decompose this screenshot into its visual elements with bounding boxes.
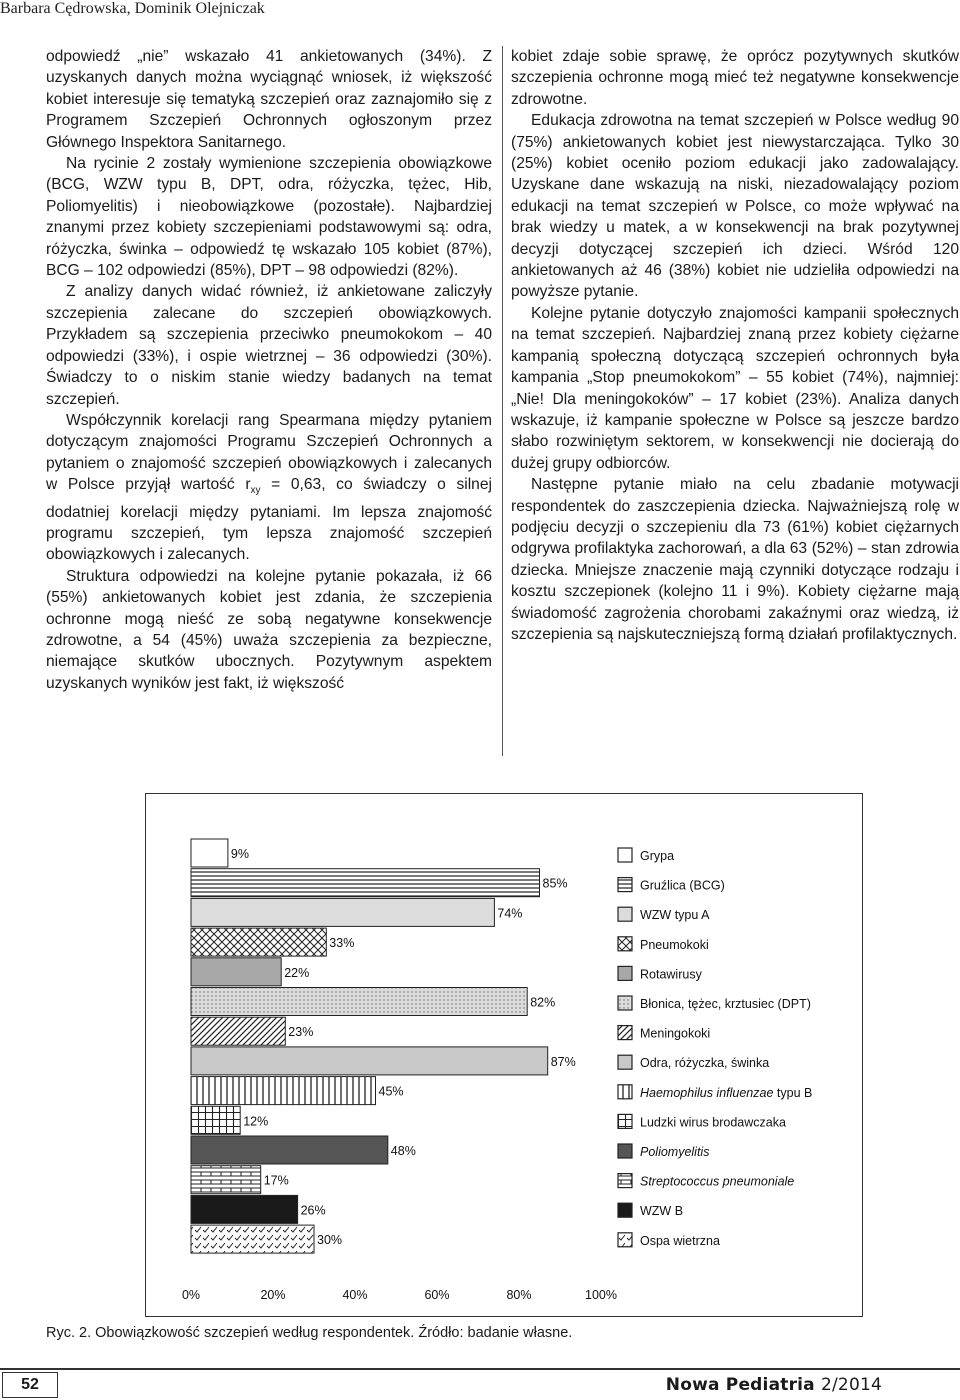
paragraph-text: = 0,63, co świadczy o silnej dodatniej korelacji między pytaniami. Im lepsza znajomość programu szczepień, tym lepsza znajomość szczepień obowiązkowych i zalecanych. <box>46 476 492 564</box>
legend-swatch <box>618 1233 632 1247</box>
legend-label <box>640 1086 812 1100</box>
legend-label-text: Pneumokoki <box>640 937 709 952</box>
x-tick-label: 20% <box>260 1288 286 1302</box>
journal-issue: 2/2014 <box>820 1375 882 1395</box>
legend-swatch <box>618 1055 632 1069</box>
legend-swatch <box>618 1026 632 1040</box>
legend-label-text: Ospa wietrzna <box>640 1233 720 1248</box>
column-divider <box>502 46 503 756</box>
bar-value-label: 22% <box>284 965 310 980</box>
figure-caption: Ryc. 2. Obowiązkowość szczepień według respondentek. Źródło: badanie własne. <box>46 1325 573 1341</box>
bars-group <box>191 839 548 1253</box>
bar-chart <box>146 794 862 1316</box>
legend-label <box>640 967 703 981</box>
paragraph-text: Współczynnik korelacji rang Spearmana między pytaniem dotyczącym znajomości Programu Szczepień Ochronnych a pytaniem o znajomość szczepień obowiązkowych i zalecanych w Polsce przyjął wartość r <box>46 411 492 494</box>
bar-value-label: 85% <box>542 876 568 891</box>
bar-value-label: 12% <box>243 1114 269 1129</box>
spearman-paragraph <box>46 410 492 566</box>
bar-value-label: 30% <box>317 1233 343 1248</box>
legend <box>618 848 812 1248</box>
footer-rule <box>0 1368 960 1370</box>
subscript: xy <box>250 485 261 497</box>
x-tick-label: 60% <box>424 1288 450 1302</box>
legend-swatch <box>618 848 632 862</box>
bar-7 <box>191 1047 548 1075</box>
bar-value-label: 33% <box>329 936 355 951</box>
bar-10 <box>191 1136 388 1164</box>
bar-value-label: 48% <box>390 1144 416 1158</box>
legend-label-text: Poliomyelitis <box>640 1145 710 1159</box>
legend-label <box>640 908 710 922</box>
legend-swatch <box>618 1114 632 1128</box>
legend-label <box>640 1115 786 1129</box>
bar-value-label: 45% <box>378 1084 404 1099</box>
legend-label <box>640 1056 769 1070</box>
bar-5 <box>191 988 527 1016</box>
legend-label-text: WZW B <box>640 1204 684 1219</box>
legend-label <box>640 1145 709 1159</box>
legend-label <box>640 879 725 893</box>
bar-0 <box>191 839 228 867</box>
journal-title: Nowa Pediatria <box>665 1375 815 1395</box>
legend-swatch <box>618 878 632 892</box>
left-column <box>46 46 492 694</box>
legend-label <box>640 1234 720 1248</box>
figure-2-chart <box>145 793 863 1317</box>
legend-label-suffix: typu B <box>773 1085 813 1100</box>
bar-value-label: 9% <box>230 847 249 861</box>
legend-label <box>640 997 811 1011</box>
bar-12 <box>191 1195 298 1223</box>
paragraph: odpowiedź „nie” wskazało 41 ankietowanych (34%). Z uzyskanych danych można wyciągnąć wniosek, iż większość kobiet interesuje się tematyką szczepień oraz zaznajomiło się z Programem Szczepień Ochronnych ogłoszonym przez Głównego Inspektora Sanitarnego. <box>46 48 492 151</box>
legend-swatch <box>618 1085 632 1099</box>
legend-label-text: Ludzki wirus brodawczaka <box>640 1115 786 1130</box>
legend-swatch <box>618 1144 632 1158</box>
x-tick-label: 0% <box>181 1288 201 1302</box>
legend-swatch <box>618 966 632 980</box>
legend-swatch <box>618 907 632 921</box>
legend-swatch <box>618 1174 632 1188</box>
legend-label <box>640 938 709 952</box>
x-axis-ticks <box>182 1288 617 1302</box>
paragraph: Na rycinie 2 zostały wymienione szczepienia obowiązkowe (BCG, WZW typu B, DPT, odra, różyczka, tężec, Hib, Poliomyelitis) i nieobowiązkowe (pozostałe). Najbardziej znanymi przez kobiety szczepieniami podstawowymi są: odra, różyczka, świnka – odpowiedź tę wskazało 105 kobiet (87%), BCG – 102 odpowiedzi (85%), DPT – 98 odpowiedzi (82%). <box>46 155 492 280</box>
legend-swatch <box>618 1203 632 1217</box>
page-number: 52 <box>2 1372 58 1398</box>
bar-2 <box>191 898 494 926</box>
legend-swatch <box>618 996 632 1010</box>
legend-label-text: Odra, różyczka, świnka <box>640 1056 770 1071</box>
legend-label-text: Rotawirusy <box>640 967 702 982</box>
journal-name <box>666 1375 882 1395</box>
x-tick-label: 80% <box>506 1288 532 1302</box>
legend-label-text: Grypa <box>640 849 675 863</box>
bar-9 <box>191 1106 240 1134</box>
paragraph: Struktura odpowiedzi na kolejne pytanie pokazała, iż 66 (55%) ankietowanych kobiet jest zdania, że szczepienia ochronne mogą nieść ze sobą negatywne konsekwencje zdrowotne, a 54 (45%) uważa szczepienia za bezpieczne, niemające skutków ubocznych. Pozytywnym aspektem uzyskanych wyników jest fakt, iż większość <box>46 567 492 692</box>
legend-label <box>640 1204 683 1218</box>
bar-value-label: 82% <box>530 995 556 1010</box>
legend-label-text: Meningokoki <box>640 1026 711 1041</box>
bar-6 <box>191 1017 285 1045</box>
legend-label-text: Haemophilus influenzae <box>640 1085 774 1100</box>
legend-label-text: Gruźlica (BCG) <box>640 878 725 893</box>
x-tick-label: 100% <box>585 1288 617 1302</box>
bar-value-label: 87% <box>550 1054 576 1069</box>
legend-label <box>640 1027 710 1041</box>
x-tick-label: 40% <box>342 1288 368 1302</box>
bar-13 <box>191 1225 314 1253</box>
legend-swatch <box>618 937 632 951</box>
bar-value-label: 26% <box>300 1203 326 1218</box>
bar-4 <box>191 958 281 986</box>
legend-label-text: WZW typu A <box>640 908 710 923</box>
right-column <box>511 46 959 645</box>
bar-11 <box>191 1166 261 1194</box>
bar-value-label: 74% <box>497 906 523 921</box>
paragraph: Edukacja zdrowotna na temat szczepień w Polsce według 90 (75%) ankietowanych kobiet jest niewystarczająca. Tylko 30 (25%) kobiet oceniło poziom edukacji jako zadowalający. Uzyskane dane wskazują na niski, niezadowalający poziom edukacji na temat szczepień w Polsce, co może wpływać na brak wiedzy u matek, a w konsekwencji na brak pozytywnej decyzji dotyczącej szczepień ich dzieci. Wśród 120 ankietowanych aż 46 (38%) kobiet nie udzieliła odpowiedzi na powyższe pytanie. <box>511 112 959 301</box>
bar-8 <box>191 1077 376 1105</box>
paragraph: Kolejne pytanie dotyczyło znajomości kampanii społecznych na temat szczepień. Najbardziej znaną przez kobiety ciężarne kampanią społeczną dotyczącą szczepień ochronnych była kampania „Stop pneumokokom” – 55 kobiet (74%), najmniej: „Nie! Dla meningokoków” – 17 kobiet (23%). Analiza danych wskazuje, iż kampanie społeczne w Polsce są jeszcze bardzo słabo rozwiniętym sektorem, w konsekwencji nie docierają do dużej grupy odbiorców. <box>511 304 959 472</box>
legend-label-text: Błonica, tężec, krztusiec (DPT) <box>640 997 811 1011</box>
legend-label <box>640 1175 794 1189</box>
paragraph: Z analizy danych widać również, iż ankietowane zaliczyły szczepienia zalecane do szczepień obowiązkowych. Przykładem są szczepienia przeciwko pneumokokom – 40 odpowiedzi (33%), i ospie wietrznej – 36 odpowiedzi (30%). Świadczy to o niskim stanie wiedzy badanych na temat szczepień. <box>46 283 492 408</box>
bar-1 <box>191 869 540 897</box>
bar-3 <box>191 928 326 956</box>
legend-label-text: Streptococcus pneumoniale <box>640 1174 795 1189</box>
running-head: Barbara Cędrowska, Dominik Olejniczak <box>0 0 265 17</box>
legend-label <box>640 849 674 863</box>
paragraph: Następne pytanie miało na celu zbadanie motywacji respondentek do zaszczepienia dziecka. Najważniejszą rolę w podjęciu decyzji o szczepieniu dla 73 (61%) kobiet ciężarnych odgrywa profilaktyka zachorowań, a dla 63 (52%) – stan zdrowia dziecka. Mniejsze znaczenie mają czynniki dotyczące rodzaju i kosztu szczepionek (kolejno 11 i 9%). Kobiety ciężarne mają świadomość zagrożenia chorobami zakaźnymi oraz wiedzą, iż szczepienia są najskuteczniejszą formą działań profilaktycznych. <box>511 476 959 643</box>
bar-value-label: 17% <box>263 1173 289 1188</box>
paragraph: kobiet zdaje sobie sprawę, że oprócz pozytywnych skutków szczepienia ochronne mogą mieć też negatywne konsekwencje zdrowotne. <box>511 48 959 108</box>
bar-value-label: 23% <box>288 1025 314 1040</box>
